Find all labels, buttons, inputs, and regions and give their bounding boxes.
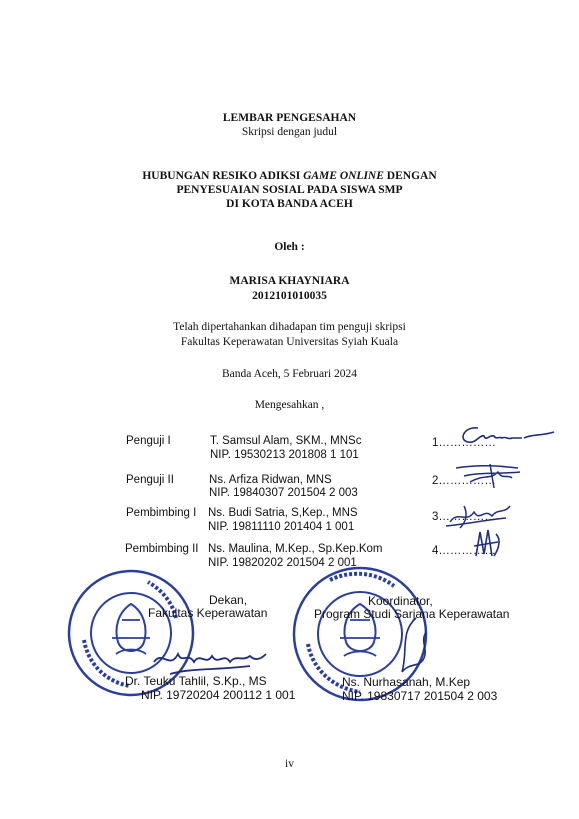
page-subtitle: Skripsi dengan judul [241,126,338,138]
place-date: Banda Aceh, 5 Februari 2024 [221,368,358,380]
thesis-title-line-1 [0,170,579,182]
examiner-role: Penguji I [126,435,171,447]
thesis-title-line-2: PENYESUAIAN SOSIAL PADA SISWA SMP [176,184,403,196]
dean-unit: Fakultas Keperawatan [148,606,268,620]
signature-line: 4…………… [432,545,496,557]
by-label: Oleh : [274,241,305,253]
examiner-2-signature [450,460,530,490]
approval-label: Mengesahkan , [254,399,325,411]
author-id: 2012101010035 [252,290,327,302]
thesis-title-text-end: DENGAN [383,170,437,182]
examiner-nip: NIP. 19840307 201504 2 003 [209,487,358,499]
examiner-nip: NIP. 19811110 201404 1 001 [208,521,355,533]
examiner-role: Pembimbing I [126,507,197,519]
defense-statement-1: Telah dipertahankan dihadapan tim penguji skripsi [173,321,406,333]
examiner-1-signature [450,424,560,454]
defense-statement-2: Fakultas Keperawatan Universitas Syiah Kuala [180,336,399,348]
examiner-role: Penguji II [126,474,174,486]
author-name: MARISA KHAYNIARA [229,275,350,287]
thesis-title-italic: GAME ONLINE [303,170,384,182]
examiner-name: Ns. Budi Satria, S,Kep., MNS [208,507,358,519]
signature-line: 1…………… [432,437,496,449]
dean-nip: NIP. 19720204 200112 1 001 [141,688,296,702]
signature-line: 3…………… [432,511,496,523]
coordinator-unit: Program Studi Sarjana Keperawatan [314,607,510,621]
page-title: LEMBAR PENGESAHAN [222,112,357,124]
examiner-name: Ns. Arfiza Ridwan, MNS [209,474,332,486]
dean-name: Dr. Teuku Tahlil, S.Kp., MS [125,674,267,688]
coordinator-name: Ns. Nurhasanah, M.Kep [342,675,471,689]
examiner-4-signature [468,526,508,560]
coordinator-title: Koordinator, [368,594,433,608]
examiner-nip: NIP. 19820202 201504 2 001 [208,557,357,569]
examiner-role: Pembimbing II [125,543,199,555]
thesis-title-text: HUBUNGAN RESIKO ADIKSI [142,170,304,182]
examiner-name: Ns. Maulina, M.Kep., Sp.Kep.Kom [208,543,383,555]
coordinator-nip: NIP. 19830717 201504 2 003 [342,689,498,703]
page-number: iv [285,758,294,770]
thesis-title-line-3: DI KOTA BANDA ACEH [226,198,353,210]
dean-title: Dekan, [209,593,248,607]
signature-line: 2…………… [432,475,496,487]
examiner-nip: NIP. 19530213 201808 1 101 [210,449,359,461]
coordinator-signature [380,612,440,682]
examiner-name: T. Samsul Alam, SKM., MNSc [210,435,362,447]
dean-signature [150,640,270,680]
